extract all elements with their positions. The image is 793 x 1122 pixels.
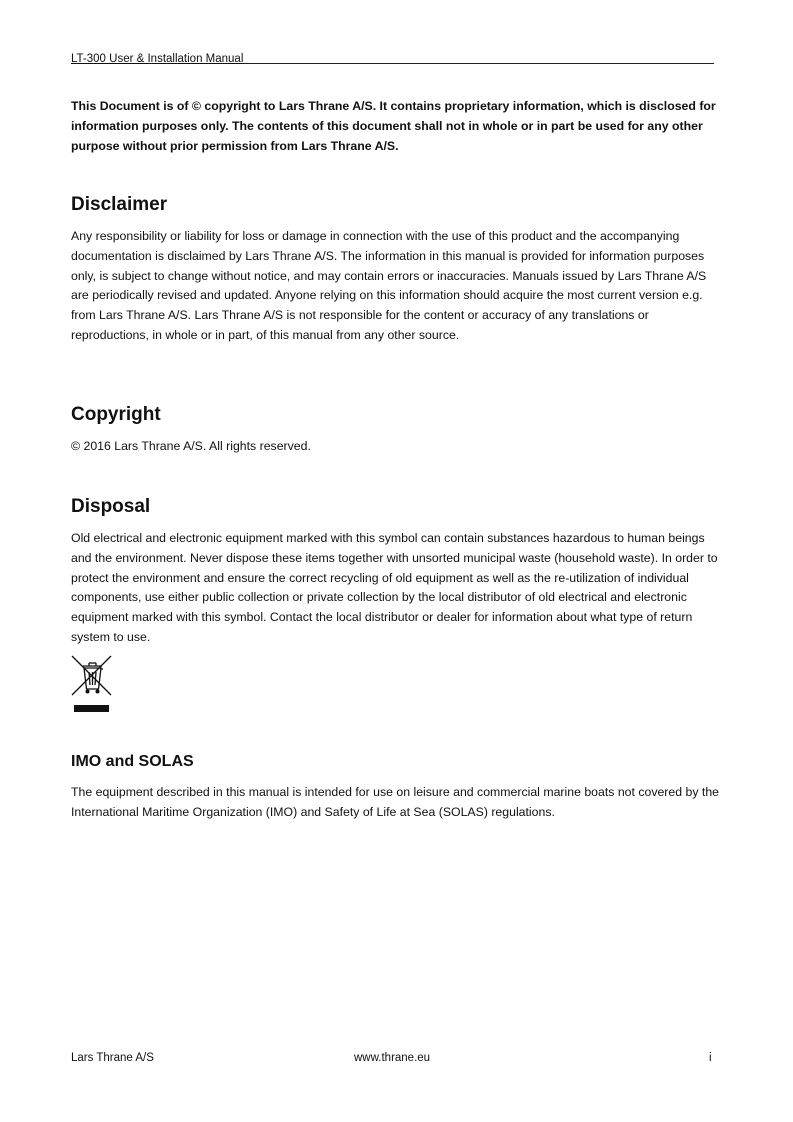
imo-solas-heading: IMO and SOLAS — [71, 753, 194, 770]
disposal-heading: Disposal — [71, 496, 151, 517]
footer-company: Lars Thrane A/S — [71, 1052, 154, 1064]
imo-solas-text: The equipment described in this manual is intended for use on leisure and commercial marine boats not covered by the International Maritime Organization (IMO) and Safety of Life at Sea (SOLAS) regulations. — [71, 785, 719, 819]
copyright-text: © 2016 Lars Thrane A/S. All rights reserved. — [71, 439, 311, 453]
disclaimer-heading: Disclaimer — [71, 194, 168, 215]
disclaimer-text: Any responsibility or liability for loss or damage in connection with the use of this product and the accompanying documentation is disclaimed by Lars Thrane A/S. The information in this manual is provided for information purposes only, is subject to change without notice, and may contain errors or inaccuracies. Manuals issued by Lars Thrane A/S are periodically revised and updated. Anyone relying on this information should acquire the most current version e.g. from Lars Thrane A/S. Lars Thrane A/S is not responsible for the content or accuracy of any translations or reproductions, in whole or in part, of this manual from any other source. — [71, 229, 707, 342]
page-header — [71, 49, 714, 64]
footer-page-number: i — [709, 1052, 712, 1064]
footer-website: www.thrane.eu — [354, 1052, 431, 1064]
disposal-text: Old electrical and electronic equipment marked with this symbol can contain substances hazardous to human beings and the environment. Never dispose these items together with unsorted municipal waste (household waste). In order to protect the environment and ensure the correct recycling of old equipment as well as the re-utilization of individual components, use either public collection or private collection by the local distributor of old electrical and electronic equipment marked with this symbol. Contact the local distributor or dealer for information about what type of return system to use. — [71, 531, 718, 644]
header-title: LT-300 User & Installation Manual — [71, 53, 244, 65]
copyright-notice: This Document is of © copyright to Lars Thrane A/S. It contains proprietary information, which is disclosed for information purposes only. The contents of this document shall not in whole or in part be used for any other purpose without prior permission from Lars Thrane A/S. — [71, 99, 716, 153]
copyright-heading: Copyright — [71, 404, 161, 425]
crossed-out-wheelie-bin-icon — [71, 655, 113, 715]
